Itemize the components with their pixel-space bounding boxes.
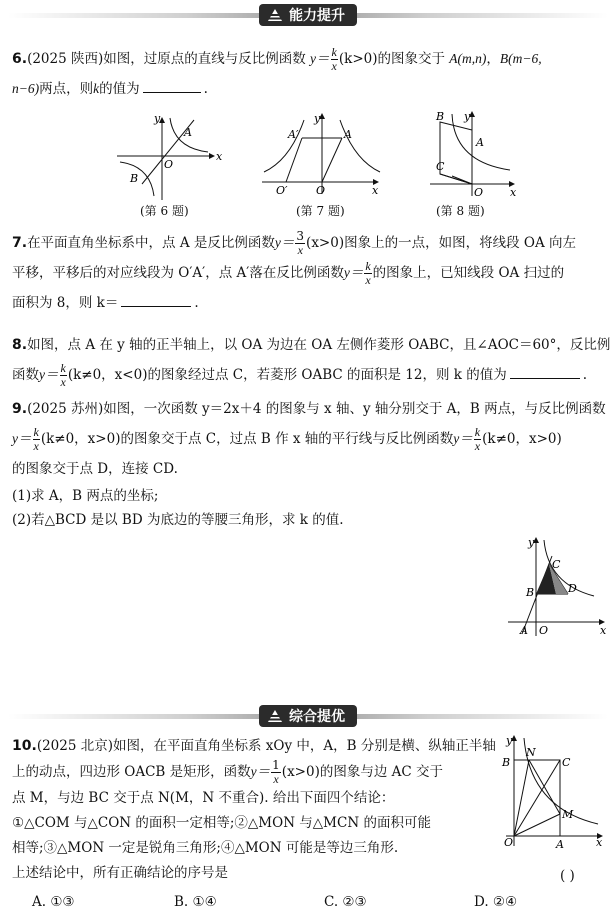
question-source: (2025 苏州) (27, 401, 104, 417)
condition: (k≠0，x<0) (67, 367, 148, 383)
question-text: 平移，平移后的对应线段为 O′A′，点 A′落在反比例函数 (12, 265, 344, 281)
label-m: M (562, 808, 574, 821)
section-banner-ability (8, 4, 608, 26)
denominator: x (297, 243, 303, 257)
label-o: O (316, 184, 326, 197)
question-number: 6. (12, 51, 28, 67)
question-8: 8.如图，点 A 在 y 轴的正半轴上，以 OA 为边在 OA 左侧作菱形 OABC，且∠AOC＝60°，反比例 函数y＝ $\frac{k}{x}$ (k≠0，x<0)的图象经过点 C，若菱形 OABC 的面积是 12，则 k 的值为 . (12, 337, 611, 389)
axis-label-y: y (154, 112, 161, 125)
question-10 (12, 734, 496, 886)
axis-label-x: x (372, 184, 379, 197)
question-text: 相等;③△MON 一定是锐角三角形;④△MON 可能是等边三角形. (12, 840, 399, 856)
condition: (k≠0，x>0) (482, 431, 562, 447)
label-b: B (502, 756, 511, 769)
func-lhs: y＝ (453, 431, 473, 446)
fraction (331, 46, 338, 73)
sub-question-1: (1)求 A，B 两点的坐标; (12, 488, 159, 504)
question-text: 上述结论中，所有正确结论的序号是 (12, 865, 228, 881)
label-c: C (562, 756, 571, 769)
fraction (295, 230, 305, 257)
caption-fig6: (第 6 题) (140, 204, 189, 218)
func-lhs: y＝ (39, 367, 59, 382)
numerator: k (474, 425, 481, 439)
label-n: N (526, 746, 536, 759)
denominator: x (33, 439, 39, 453)
label-b: B (130, 172, 139, 185)
figure-8 (426, 108, 518, 200)
label-a: A (344, 128, 352, 141)
point-b: B(m−6, (499, 51, 542, 66)
question-text: 的图象交于点 D，连接 CD. (12, 461, 178, 477)
label-b: B (526, 586, 535, 599)
denominator: x (273, 772, 279, 786)
condition: (k>0) (338, 51, 378, 67)
func-lhs: y＝ (310, 51, 330, 66)
label-o: O (504, 836, 514, 849)
answer-blank[interactable] (143, 80, 201, 93)
axis-label-x: x (216, 150, 222, 163)
figure-6 (112, 112, 222, 202)
label-o: O (539, 624, 549, 637)
question-text: 图象上的一点，如图，将线段 OA 向左 (344, 235, 577, 251)
figure-7 (258, 110, 384, 198)
question-source: (2025 陕西) (27, 51, 104, 67)
option-d[interactable]: D. ②④ (474, 894, 518, 910)
point-b-cont: n−6) (12, 81, 40, 96)
question-text: 的图象上，已知线段 OA 扫过的 (372, 265, 565, 281)
numerator: k (365, 259, 371, 273)
option-c[interactable]: C. ②③ (324, 894, 367, 910)
denominator: x (60, 375, 66, 389)
question-text: 的值为 (99, 81, 140, 97)
question-text: 的图象交于点 C，过点 B 作 x 轴的平行线与反比例函数 (120, 431, 454, 447)
func-lhs: y＝ (274, 235, 295, 250)
label-b: B (436, 110, 445, 123)
label-o: O (164, 158, 174, 171)
question-number: 8. (12, 337, 28, 353)
answer-paren[interactable]: ( ) (560, 868, 575, 884)
fraction (60, 362, 67, 389)
numerator: k (33, 425, 39, 439)
pyramid-icon (267, 8, 283, 22)
answer-blank[interactable] (510, 366, 580, 379)
label-d: D (568, 582, 577, 595)
numerator: 1 (272, 758, 280, 772)
label-a-prime: A′ (288, 128, 299, 141)
label-o-prime: O′ (276, 184, 288, 197)
question-text: 如图，点 A 在 y 轴的正半轴上，以 OA 为边在 OA 左侧作菱形 OABC，且∠AOC＝60°，反比例 (27, 337, 611, 353)
question-text: 上的动点，四边形 OACB 是矩形，函数 (12, 764, 251, 780)
question-text: 的图象经过点 C，若菱形 OABC 的面积是 12，则 k 的值为 (147, 367, 507, 383)
label-a: A (520, 624, 528, 637)
option-a[interactable]: A. ①③ (32, 894, 75, 910)
axis-label-x: x (596, 836, 603, 849)
question-7: 7.在平面直角坐标系中，点 A 是反比例函数y＝ $\frac{3}{x}$ (x>0)图象上的一点，如图，将线段 OA 向左 平移，平移后的对应线段为 O′A′，点 A′落在反比例函数y＝ $\frac{k}{x}$ 的图象上，已知线段 OA 扫过的 面积为 8，则 k＝ . (12, 229, 577, 311)
label-c: C (436, 160, 445, 173)
question-text: 点 M，与边 BC 交于点 N(M，N 不重合). 给出下面四个结论： (12, 790, 395, 806)
fraction (271, 759, 281, 786)
question-source: (2025 北京) (36, 738, 113, 754)
question-text: 如图，在平面直角坐标系 xOy 中，A，B 分别是横、纵轴正半轴 (113, 738, 496, 754)
axis-label-y: y (506, 734, 513, 747)
question-number: 9. (12, 401, 28, 417)
func-lhs: y＝ (12, 431, 32, 446)
question-number: 10. (12, 738, 37, 754)
numerator: 3 (296, 229, 305, 243)
label-a: A (184, 126, 192, 139)
answer-blank[interactable] (121, 294, 191, 307)
figure-10 (496, 732, 608, 850)
denominator: x (365, 273, 371, 287)
label-c: C (552, 558, 561, 571)
pyramid-icon (267, 709, 283, 723)
axis-label-y: y (314, 112, 321, 125)
question-text: 如图，过原点的直线与反比例函数 (103, 51, 306, 67)
axis-label-x: x (510, 186, 517, 199)
var-k: k (93, 81, 100, 96)
label-o: O (474, 186, 484, 199)
numerator: k (331, 45, 337, 59)
axis-label-y: y (528, 536, 535, 549)
question-6: 6.(2025 陕西)如图，过原点的直线与反比例函数 y＝ $\frac{k}{x}$ (k>0)的图象交于 A(m,n)，B(m−6, n−6)两点，则k的值为 . (12, 45, 542, 97)
numerator: k (60, 361, 66, 375)
label-a: A (476, 136, 484, 149)
label-a: A (556, 838, 564, 850)
question-9 (12, 394, 604, 532)
section-title: 综合提优 (289, 709, 345, 725)
question-text: ①△COM 与△CON 的面积一定相等;②△MON 与△MCN 的面积可能 (12, 815, 431, 831)
question-text: 两点，则 (39, 81, 94, 97)
denominator: x (331, 59, 337, 73)
point-a: A(m,n) (449, 51, 487, 66)
figure-9 (506, 534, 610, 638)
fraction (364, 260, 371, 287)
caption-fig7: (第 7 题) (296, 204, 345, 218)
axis-label-y: y (464, 110, 471, 123)
func-lhs: y＝ (250, 764, 271, 779)
section-title: 能力提升 (289, 8, 345, 24)
section-banner-comprehensive (8, 705, 608, 727)
denominator: x (474, 439, 481, 453)
fraction (474, 426, 481, 453)
question-text: 函数 (12, 367, 39, 383)
question-text: 的图象与边 AC 交于 (319, 764, 444, 780)
func-lhs: y＝ (343, 265, 364, 280)
sub-question-2: (2)若△BCD 是以 BD 为底边的等腰三角形，求 k 的值. (12, 512, 344, 528)
axis-label-x: x (600, 624, 607, 637)
fraction (33, 426, 40, 453)
question-number: 7. (12, 235, 28, 251)
question-text: 如图，一次函数 y＝2x＋4 的图象与 x 轴、y 轴分别交于 A，B 两点，与反比例函数 (103, 401, 606, 417)
option-b[interactable]: B. ①④ (174, 894, 217, 910)
question-text: 在平面直角坐标系中，点 A 是反比例函数 (27, 235, 275, 251)
question-text: 面积为 8，则 k＝ (12, 295, 119, 311)
condition: (x>0) (306, 235, 345, 251)
condition: (x>0) (281, 764, 320, 780)
question-text: 的图象交于 (377, 51, 445, 67)
caption-fig8: (第 8 题) (436, 204, 485, 218)
condition: (k≠0，x>0) (40, 431, 121, 447)
